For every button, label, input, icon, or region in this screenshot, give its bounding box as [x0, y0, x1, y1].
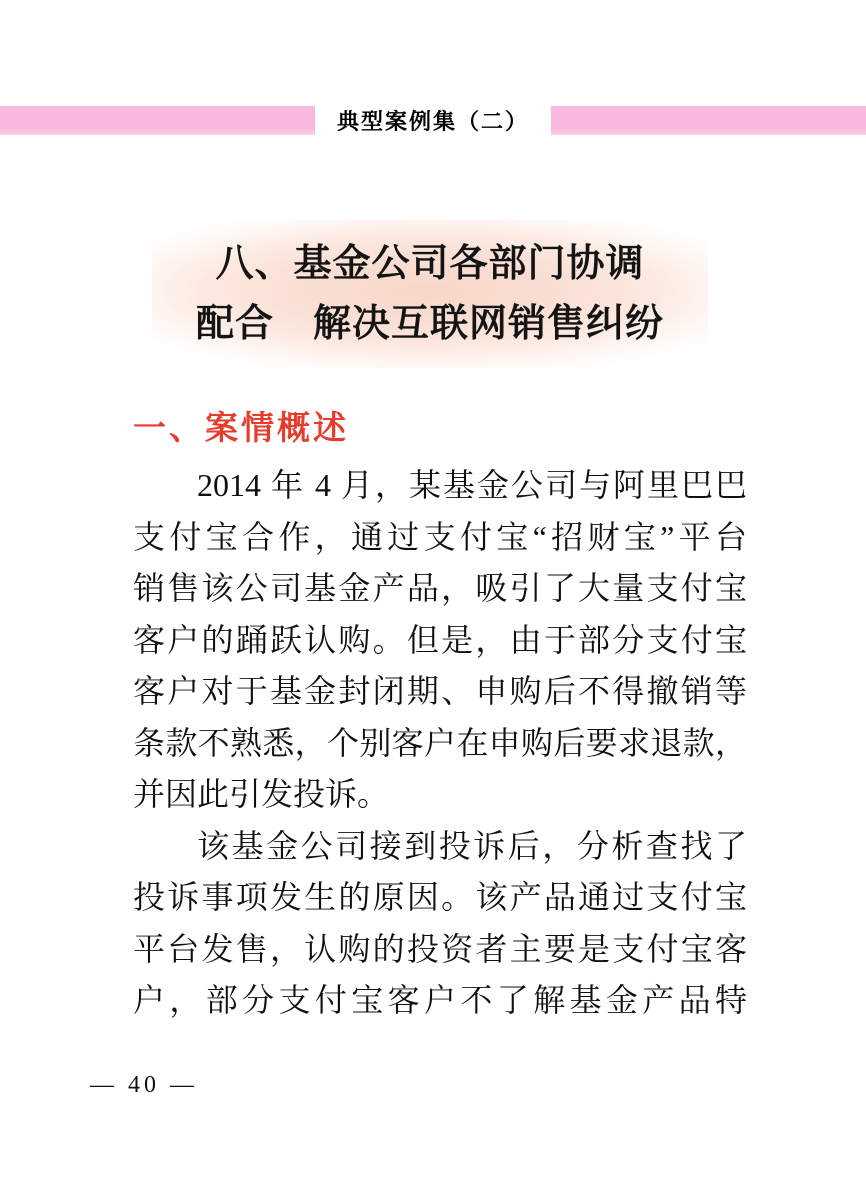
body-line: 客户对于基金封闭期、申购后不得撤销等 — [133, 673, 747, 709]
body-text — [133, 460, 747, 1027]
chapter-title-line2: 配合 解决互联网销售纠纷 — [195, 303, 664, 345]
body-line: 支付宝合作，通过支付宝“招财宝”平台 — [133, 518, 747, 555]
page-number: — 40 — — [90, 1072, 198, 1098]
running-head-band — [0, 106, 866, 135]
running-head-text: 典型案例集（二） — [315, 101, 551, 141]
chapter-title-block — [152, 220, 708, 368]
body-line: 户，部分支付宝客户不了解基金产品特 — [133, 982, 747, 1018]
body-line: 客户的踊跃认购。但是，由于部分支付宝 — [133, 621, 747, 658]
body-line: 销售该公司基金产品，吸引了大量支付宝 — [133, 570, 747, 606]
body-line: 投诉事项发生的原因。该产品通过支付宝 — [133, 879, 747, 915]
body-line: 平台发售，认购的投资者主要是支付宝客 — [133, 930, 747, 967]
body-line: 条款不熟悉，个别客户在申购后要求退款， — [133, 724, 747, 761]
chapter-title-line1: 八、基金公司各部门协调 — [215, 243, 645, 285]
body-line: 并因此引发投诉。 — [133, 776, 390, 812]
body-line: 2014 年 4 月，某基金公司与阿里巴巴 — [197, 467, 747, 503]
body-line: 该基金公司接到投诉后，分析查找了 — [197, 827, 747, 864]
section-heading: 一、案情概述 — [133, 409, 349, 446]
